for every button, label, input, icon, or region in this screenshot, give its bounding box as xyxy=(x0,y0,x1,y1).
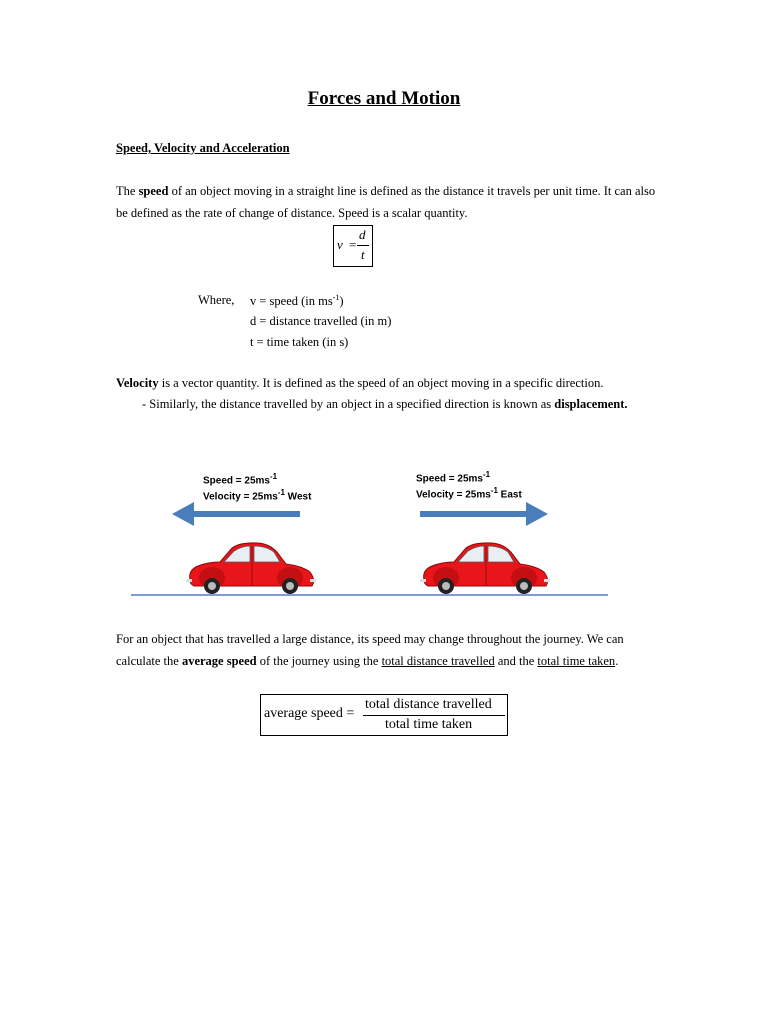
right-car-icon xyxy=(420,543,550,594)
underlined-term: total time taken xyxy=(537,654,616,668)
definition-t: t = time taken (in s) xyxy=(250,335,349,349)
fraction-bar xyxy=(357,245,369,246)
text-fragment: West xyxy=(284,491,312,503)
superscript: -1 xyxy=(269,472,278,481)
text-fragment: Velocity = 25ms xyxy=(416,489,491,501)
where-label: Where, xyxy=(198,293,235,307)
formula-lhs: average speed = xyxy=(264,706,355,721)
average-speed-term: average speed xyxy=(181,654,257,668)
superscript: -1 xyxy=(332,293,340,302)
text-fragment: and the xyxy=(494,654,538,668)
formula-numerator: total distance travelled xyxy=(365,697,492,712)
formula-denominator: t xyxy=(361,247,365,262)
velocity-term: Velocity xyxy=(116,376,159,390)
left-car-icon xyxy=(186,543,316,594)
text-fragment: v = speed (in ms xyxy=(250,294,333,309)
average-speed-paragraph xyxy=(116,628,656,672)
text-fragment: - Similarly, the distance travelled by an object in a specified direction is known as xyxy=(142,397,555,411)
underlined-term: total distance travelled xyxy=(381,654,495,668)
velocity-paragraph xyxy=(116,376,603,391)
text-fragment: For an object that has travelled a large distance, its speed may change throughout the journey. We can calculate the xyxy=(116,632,624,668)
definition-d: d = distance travelled (in m) xyxy=(250,314,392,328)
superscript: -1 xyxy=(482,470,491,479)
text-fragment: ) xyxy=(339,294,344,309)
text-fragment: Speed = 25ms xyxy=(203,475,270,487)
formula-equals: = xyxy=(349,237,357,252)
text-fragment: is a vector quantity. It is defined as the speed of an object moving in a specific direction. xyxy=(158,376,604,390)
text-fragment: of an object moving in a straight line is defined as the distance it travels per unit time. It can also be defined as the rate of change of distance. Speed is a scalar quantity. xyxy=(116,184,656,220)
figure-drawing xyxy=(128,460,612,605)
definition-v xyxy=(250,293,344,309)
text-fragment: East xyxy=(497,489,522,501)
text-fragment: Speed = 25ms xyxy=(416,473,483,485)
text-fragment: . xyxy=(615,654,619,668)
formula-denominator: total time taken xyxy=(385,717,473,732)
text-fragment: Velocity = 25ms xyxy=(203,491,278,503)
displacement-term: displacement. xyxy=(554,397,628,411)
displacement-paragraph xyxy=(142,397,628,412)
section-heading: Speed, Velocity and Acceleration xyxy=(116,141,290,155)
right-arrow-icon xyxy=(420,502,548,526)
superscript: -1 xyxy=(490,486,498,496)
velocity-figure xyxy=(128,460,612,605)
left-arrow-icon xyxy=(172,502,300,526)
superscript: -1 xyxy=(277,488,285,498)
fraction-bar xyxy=(363,715,505,716)
average-speed-formula xyxy=(260,694,508,736)
speed-paragraph xyxy=(116,180,656,224)
page-title: Forces and Motion xyxy=(307,88,461,109)
text-fragment: The xyxy=(116,184,139,198)
text-fragment: of the journey using the xyxy=(256,654,382,668)
formula-v: v xyxy=(337,237,343,252)
formula-numerator: d xyxy=(359,227,366,242)
speed-formula xyxy=(333,225,373,267)
speed-term: speed xyxy=(138,184,169,198)
